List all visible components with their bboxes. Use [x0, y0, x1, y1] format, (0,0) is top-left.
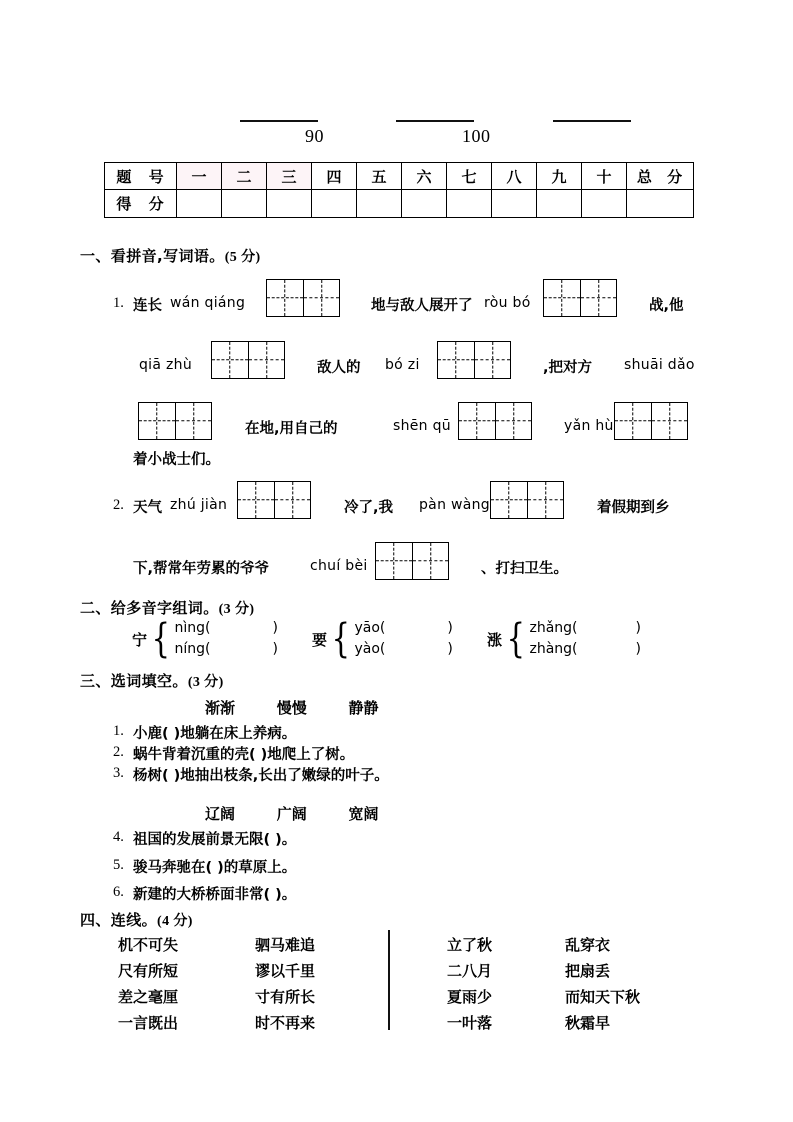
match-item[interactable]: 二八月 [447, 962, 493, 980]
score-cell-6[interactable] [402, 190, 447, 218]
score-cell-9[interactable] [537, 190, 582, 218]
score-table-col-5: 五 [357, 163, 402, 190]
match-item[interactable]: 寸有所长 [255, 988, 316, 1006]
q1-text-2: 地与敌人展开了 [371, 298, 473, 314]
match-item[interactable]: 夏雨少 [447, 988, 493, 1006]
match-left-group-column-a [118, 932, 178, 1036]
table-row [105, 163, 694, 190]
q1-text-1: 连长 [133, 298, 162, 314]
score-table-row-label-question: 题 号 [105, 163, 177, 190]
answer-grid-chuibei[interactable] [375, 542, 449, 580]
s3-q4-text[interactable]: 祖国的发展前景无限( )。 [133, 832, 297, 848]
word-bank-1: 渐渐 慢慢 静静 [205, 699, 379, 717]
match-item[interactable]: 把扇丢 [565, 962, 611, 980]
match-right-group-column-b [565, 932, 640, 1036]
section-2-title: 二、给多音字组词。 [80, 599, 219, 617]
s3-q5-text[interactable]: 骏马奔驰在( )的草原上。 [133, 860, 297, 876]
answer-grid-bozi[interactable] [437, 341, 511, 379]
s3-q4-number: 4. [113, 829, 124, 845]
q1-pinyin-yanhu: yǎn hù [564, 418, 614, 434]
brace-icon: { [331, 615, 350, 662]
section-3-points: (3 分) [187, 675, 224, 690]
section-4-heading [80, 909, 193, 930]
polyphone-group-yao [312, 615, 453, 662]
q2-number: 2. [113, 497, 124, 513]
s3-q1-text[interactable]: 小鹿( )地躺在床上养病。 [133, 726, 297, 742]
match-item[interactable]: 一叶落 [447, 1014, 493, 1032]
s3-q3-number: 3. [113, 765, 124, 781]
score-cell-total[interactable] [627, 190, 694, 218]
score-cell-7[interactable] [447, 190, 492, 218]
match-item[interactable]: 而知天下秋 [565, 988, 641, 1006]
score-table-col-total: 总 分 [627, 163, 694, 190]
answer-grid-wanqiang[interactable] [266, 279, 340, 317]
section-3-heading [80, 670, 224, 691]
header-blank-line-2[interactable] [396, 120, 474, 122]
answer-grid-roubo[interactable] [543, 279, 617, 317]
score-table-col-9: 九 [537, 163, 582, 190]
answer-grid-zhujian[interactable] [237, 481, 311, 519]
score-cell-3[interactable] [267, 190, 312, 218]
score-table [104, 162, 694, 218]
q1-text-3: 战,他 [649, 298, 684, 314]
word-bank-2: 辽阔 广阔 宽阔 [205, 805, 379, 823]
q1-pinyin-shuaidao: shuāi dǎo [624, 357, 695, 373]
s3-q3-text[interactable]: 杨树( )地抽出枝条,长出了嫩绿的叶子。 [133, 768, 389, 784]
answer-grid-panwang[interactable] [490, 481, 564, 519]
match-item[interactable]: 差之毫厘 [118, 988, 179, 1006]
s3-q6-text[interactable]: 新建的大桥桥面非常( )。 [133, 887, 297, 903]
match-item[interactable]: 尺有所短 [118, 962, 179, 980]
score-cell-1[interactable] [177, 190, 222, 218]
match-item[interactable]: 一言既出 [118, 1014, 179, 1032]
polyphone-reading-yao-2: yào( ) [354, 641, 453, 657]
q2-text-5: 、打扫卫生。 [481, 561, 568, 577]
polyphone-group-ning [132, 615, 278, 662]
score-table-col-10: 十 [582, 163, 627, 190]
score-table-col-3: 三 [267, 163, 312, 190]
q1-number: 1. [113, 295, 124, 311]
section-4-points: (4 分) [157, 914, 193, 929]
match-left-group-column-b [255, 932, 315, 1036]
score-mark-100: 100 [462, 126, 491, 146]
section-3-title: 三、选词填空。 [80, 672, 188, 690]
match-item[interactable]: 时不再来 [255, 1014, 316, 1032]
polyphone-reading-ning-2: níng( ) [174, 641, 278, 657]
score-table-col-6: 六 [402, 163, 447, 190]
score-cell-4[interactable] [312, 190, 357, 218]
q2-text-2: 冷了,我 [344, 500, 394, 516]
q2-text-4: 下,帮常年劳累的爷爷 [133, 561, 270, 577]
score-cell-8[interactable] [492, 190, 537, 218]
answer-grid-shenqu[interactable] [458, 402, 532, 440]
q1-pinyin-shenqu: shēn qū [393, 418, 451, 434]
q1-pinyin-qiazhu: qiā zhù [139, 357, 193, 373]
polyphone-reading-zhang-2: zhàng( ) [529, 641, 641, 657]
score-table-col-1: 一 [177, 163, 222, 190]
match-item[interactable]: 乱穿衣 [565, 936, 611, 954]
table-row [105, 190, 694, 218]
q1-text-5: ,把对方 [543, 360, 593, 376]
section-1-heading [80, 245, 261, 266]
polyphone-reading-yao-1: yāo( ) [354, 620, 453, 636]
q2-pinyin-panwang: pàn wàng [419, 497, 490, 513]
section-2-points: (3 分) [218, 602, 255, 617]
answer-grid-qiazhu[interactable] [211, 341, 285, 379]
match-item[interactable]: 驷马难追 [255, 936, 316, 954]
polyphone-group-zhang [487, 615, 641, 662]
polyphone-reading-zhang-1: zhǎng( ) [529, 620, 641, 636]
header-blank-line-3[interactable] [553, 120, 631, 122]
score-table-col-7: 七 [447, 163, 492, 190]
polyphone-reading-ning-1: nìng( ) [174, 620, 278, 636]
section-1-points: (5 分) [224, 250, 261, 265]
score-table-col-4: 四 [312, 163, 357, 190]
match-item[interactable]: 谬以千里 [255, 962, 316, 980]
q1-pinyin-roubo: ròu bó [484, 295, 531, 311]
q1-pinyin-wanqiang: wán qiáng [170, 295, 246, 311]
brace-icon: { [151, 615, 170, 662]
q1-text-4: 敌人的 [317, 360, 361, 376]
match-item[interactable]: 立了秋 [447, 936, 493, 954]
score-cell-10[interactable] [582, 190, 627, 218]
brace-icon: { [506, 615, 525, 662]
score-table-col-2: 二 [222, 163, 267, 190]
q2-text-3-part: 着假期到乡 [597, 500, 670, 516]
s3-q6-number: 6. [113, 884, 124, 900]
s3-q2-text[interactable]: 蜗牛背着沉重的壳( )地爬上了树。 [133, 747, 355, 763]
q1-text-6: 在地,用自己的 [245, 421, 338, 437]
answer-grid-yanhu[interactable] [614, 402, 688, 440]
q2-text-1: 天气 [133, 500, 162, 516]
score-table-row-label-score: 得 分 [105, 190, 177, 218]
polyphone-char-yao: 要 [312, 630, 328, 649]
q1-pinyin-bozi: bó zi [385, 357, 420, 373]
match-vertical-divider [388, 930, 390, 1030]
s3-q2-number: 2. [113, 744, 124, 760]
polyphone-char-zhang: 涨 [487, 630, 503, 649]
score-table-container [104, 162, 694, 218]
score-cell-2[interactable] [222, 190, 267, 218]
section-4-title: 四、连线。 [80, 911, 158, 929]
score-cell-5[interactable] [357, 190, 402, 218]
match-right-group-column-a [447, 932, 492, 1036]
score-table-col-8: 八 [492, 163, 537, 190]
s3-q5-number: 5. [113, 857, 124, 873]
header-blank-line-1[interactable] [240, 120, 318, 122]
q1-text-7: 着小战士们。 [133, 452, 220, 468]
q2-pinyin-zhujian: zhú jiàn [170, 497, 228, 513]
header-blank-lines [0, 112, 793, 152]
polyphone-char-ning: 宁 [132, 630, 148, 649]
match-item[interactable]: 机不可失 [118, 936, 179, 954]
s3-q1-number: 1. [113, 723, 124, 739]
answer-grid-shuaidao[interactable] [138, 402, 212, 440]
match-item[interactable]: 秋霜早 [565, 1014, 611, 1032]
q2-pinyin-chuibei: chuí bèi [310, 558, 368, 574]
section-1-title: 一、看拼音,写词语。 [80, 247, 225, 265]
score-mark-90: 90 [305, 126, 324, 146]
